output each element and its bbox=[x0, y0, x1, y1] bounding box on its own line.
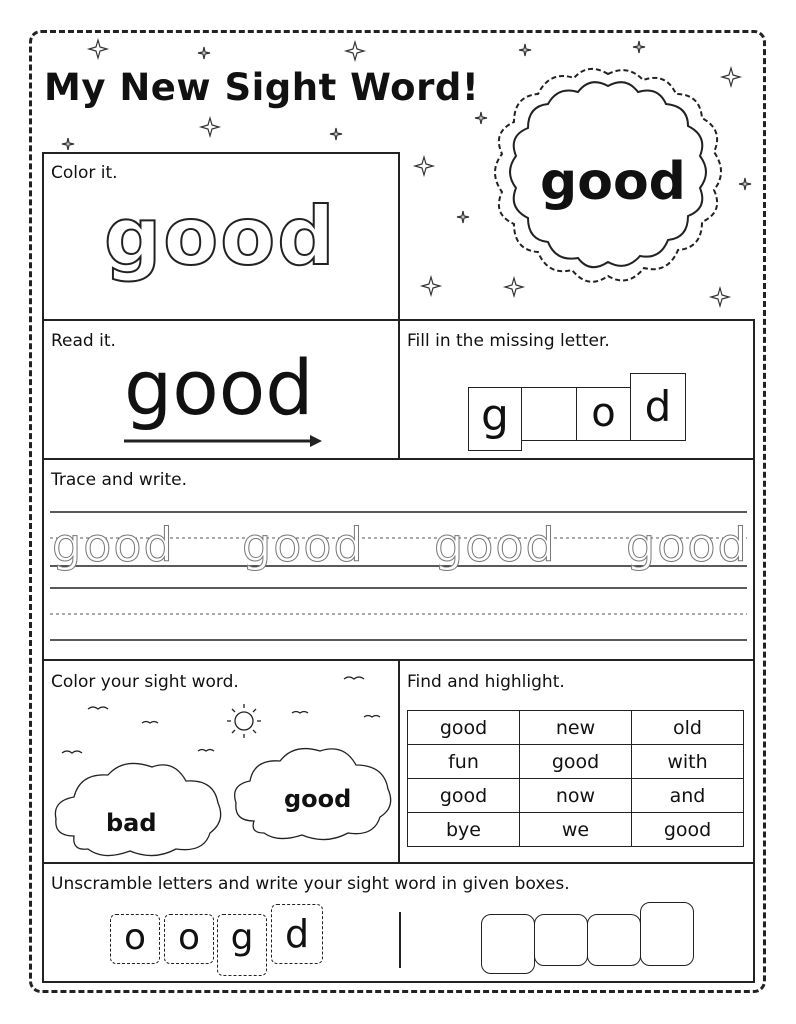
fill-missing-label: Fill in the missing letter. bbox=[407, 331, 610, 351]
answer-box[interactable] bbox=[481, 914, 535, 974]
scrambled-letter: g bbox=[230, 917, 254, 958]
sparkle-icon bbox=[62, 138, 74, 150]
color-it-label: Color it. bbox=[51, 163, 118, 183]
fill-letter: o bbox=[591, 390, 616, 436]
word-grid bbox=[407, 710, 744, 847]
word-cell[interactable]: old bbox=[632, 711, 744, 745]
page-title: My New Sight Word! bbox=[44, 66, 480, 109]
unscramble-section bbox=[42, 862, 755, 983]
trace-word[interactable]: good bbox=[242, 518, 365, 572]
scrambled-letter: d bbox=[284, 912, 310, 956]
cloud-word[interactable]: bad bbox=[106, 809, 157, 837]
word-cell[interactable]: with bbox=[632, 745, 744, 779]
word-cell[interactable]: good bbox=[408, 779, 520, 813]
sparkle-icon bbox=[415, 157, 433, 175]
table-row bbox=[408, 813, 744, 847]
sparkle-icon bbox=[346, 42, 364, 60]
sun-icon bbox=[227, 704, 261, 738]
cloud-word[interactable]: good bbox=[284, 785, 352, 813]
word-cell[interactable]: good bbox=[520, 745, 632, 779]
color-it-section bbox=[42, 152, 400, 321]
bird-icon bbox=[198, 750, 214, 752]
sparkle-icon bbox=[198, 47, 210, 59]
scrambled-letter-tile bbox=[110, 914, 160, 964]
sparkle-icon bbox=[633, 41, 645, 53]
scrambled-letter-tile bbox=[217, 914, 267, 976]
scrambled-letter: o bbox=[123, 917, 147, 958]
fill-letter: g bbox=[481, 390, 509, 441]
sparkle-icon bbox=[475, 112, 487, 124]
trace-write-section bbox=[42, 458, 755, 661]
word-cell[interactable]: and bbox=[632, 779, 744, 813]
word-cell[interactable]: fun bbox=[408, 745, 520, 779]
sparkle-icon bbox=[739, 178, 751, 190]
read-it-label: Read it. bbox=[51, 331, 116, 351]
sparkle-icon bbox=[519, 44, 531, 56]
color-sight-word-label: Color your sight word. bbox=[51, 672, 239, 692]
answer-box[interactable] bbox=[640, 902, 694, 966]
sparkle-icon bbox=[330, 128, 342, 140]
outlined-sight-word[interactable]: good bbox=[104, 190, 337, 283]
sky-scene bbox=[44, 661, 400, 861]
fill-missing-section bbox=[398, 319, 755, 460]
trace-write-label: Trace and write. bbox=[51, 470, 188, 490]
bird-icon bbox=[364, 716, 380, 718]
sparkle-icon bbox=[89, 40, 107, 58]
scrambled-letter-tile bbox=[271, 904, 323, 964]
answer-box[interactable] bbox=[587, 914, 641, 966]
fill-letter-box bbox=[630, 373, 686, 441]
answer-box[interactable] bbox=[534, 914, 588, 966]
read-it-section bbox=[42, 319, 400, 460]
color-sight-word-section bbox=[42, 659, 400, 864]
divider bbox=[399, 912, 401, 968]
trace-word[interactable]: good bbox=[52, 518, 175, 572]
fill-letter: d bbox=[644, 382, 672, 431]
bird-icon bbox=[142, 722, 158, 724]
fill-letter-box bbox=[468, 387, 522, 451]
sparkle-icon bbox=[201, 118, 219, 136]
trace-word[interactable]: good bbox=[626, 518, 749, 572]
scrambled-letter: o bbox=[177, 917, 201, 958]
word-cell[interactable]: new bbox=[520, 711, 632, 745]
scrambled-letter-tile bbox=[164, 914, 214, 964]
bird-icon bbox=[292, 712, 308, 714]
word-cell[interactable]: we bbox=[520, 813, 632, 847]
word-cell[interactable]: bye bbox=[408, 813, 520, 847]
bird-icon bbox=[344, 677, 364, 679]
bird-icon bbox=[62, 751, 82, 753]
trace-word[interactable]: good bbox=[434, 518, 557, 572]
read-arrow bbox=[124, 434, 324, 448]
table-row bbox=[408, 779, 744, 813]
word-cell[interactable]: good bbox=[632, 813, 744, 847]
table-row bbox=[408, 745, 744, 779]
find-highlight-label: Find and highlight. bbox=[407, 672, 565, 692]
bird-icon bbox=[88, 707, 108, 709]
fill-letter-box bbox=[576, 387, 631, 441]
table-row bbox=[408, 711, 744, 745]
sparkle-icon bbox=[422, 277, 440, 295]
sparkle-icon bbox=[457, 211, 469, 223]
word-cell[interactable]: now bbox=[520, 779, 632, 813]
sight-word-badge-text: good bbox=[540, 152, 686, 212]
fill-letter-box-empty[interactable] bbox=[521, 387, 577, 441]
read-sight-word: good bbox=[124, 343, 314, 432]
unscramble-label: Unscramble letters and write your sight word in given boxes. bbox=[51, 874, 570, 894]
word-cell[interactable]: good bbox=[408, 711, 520, 745]
